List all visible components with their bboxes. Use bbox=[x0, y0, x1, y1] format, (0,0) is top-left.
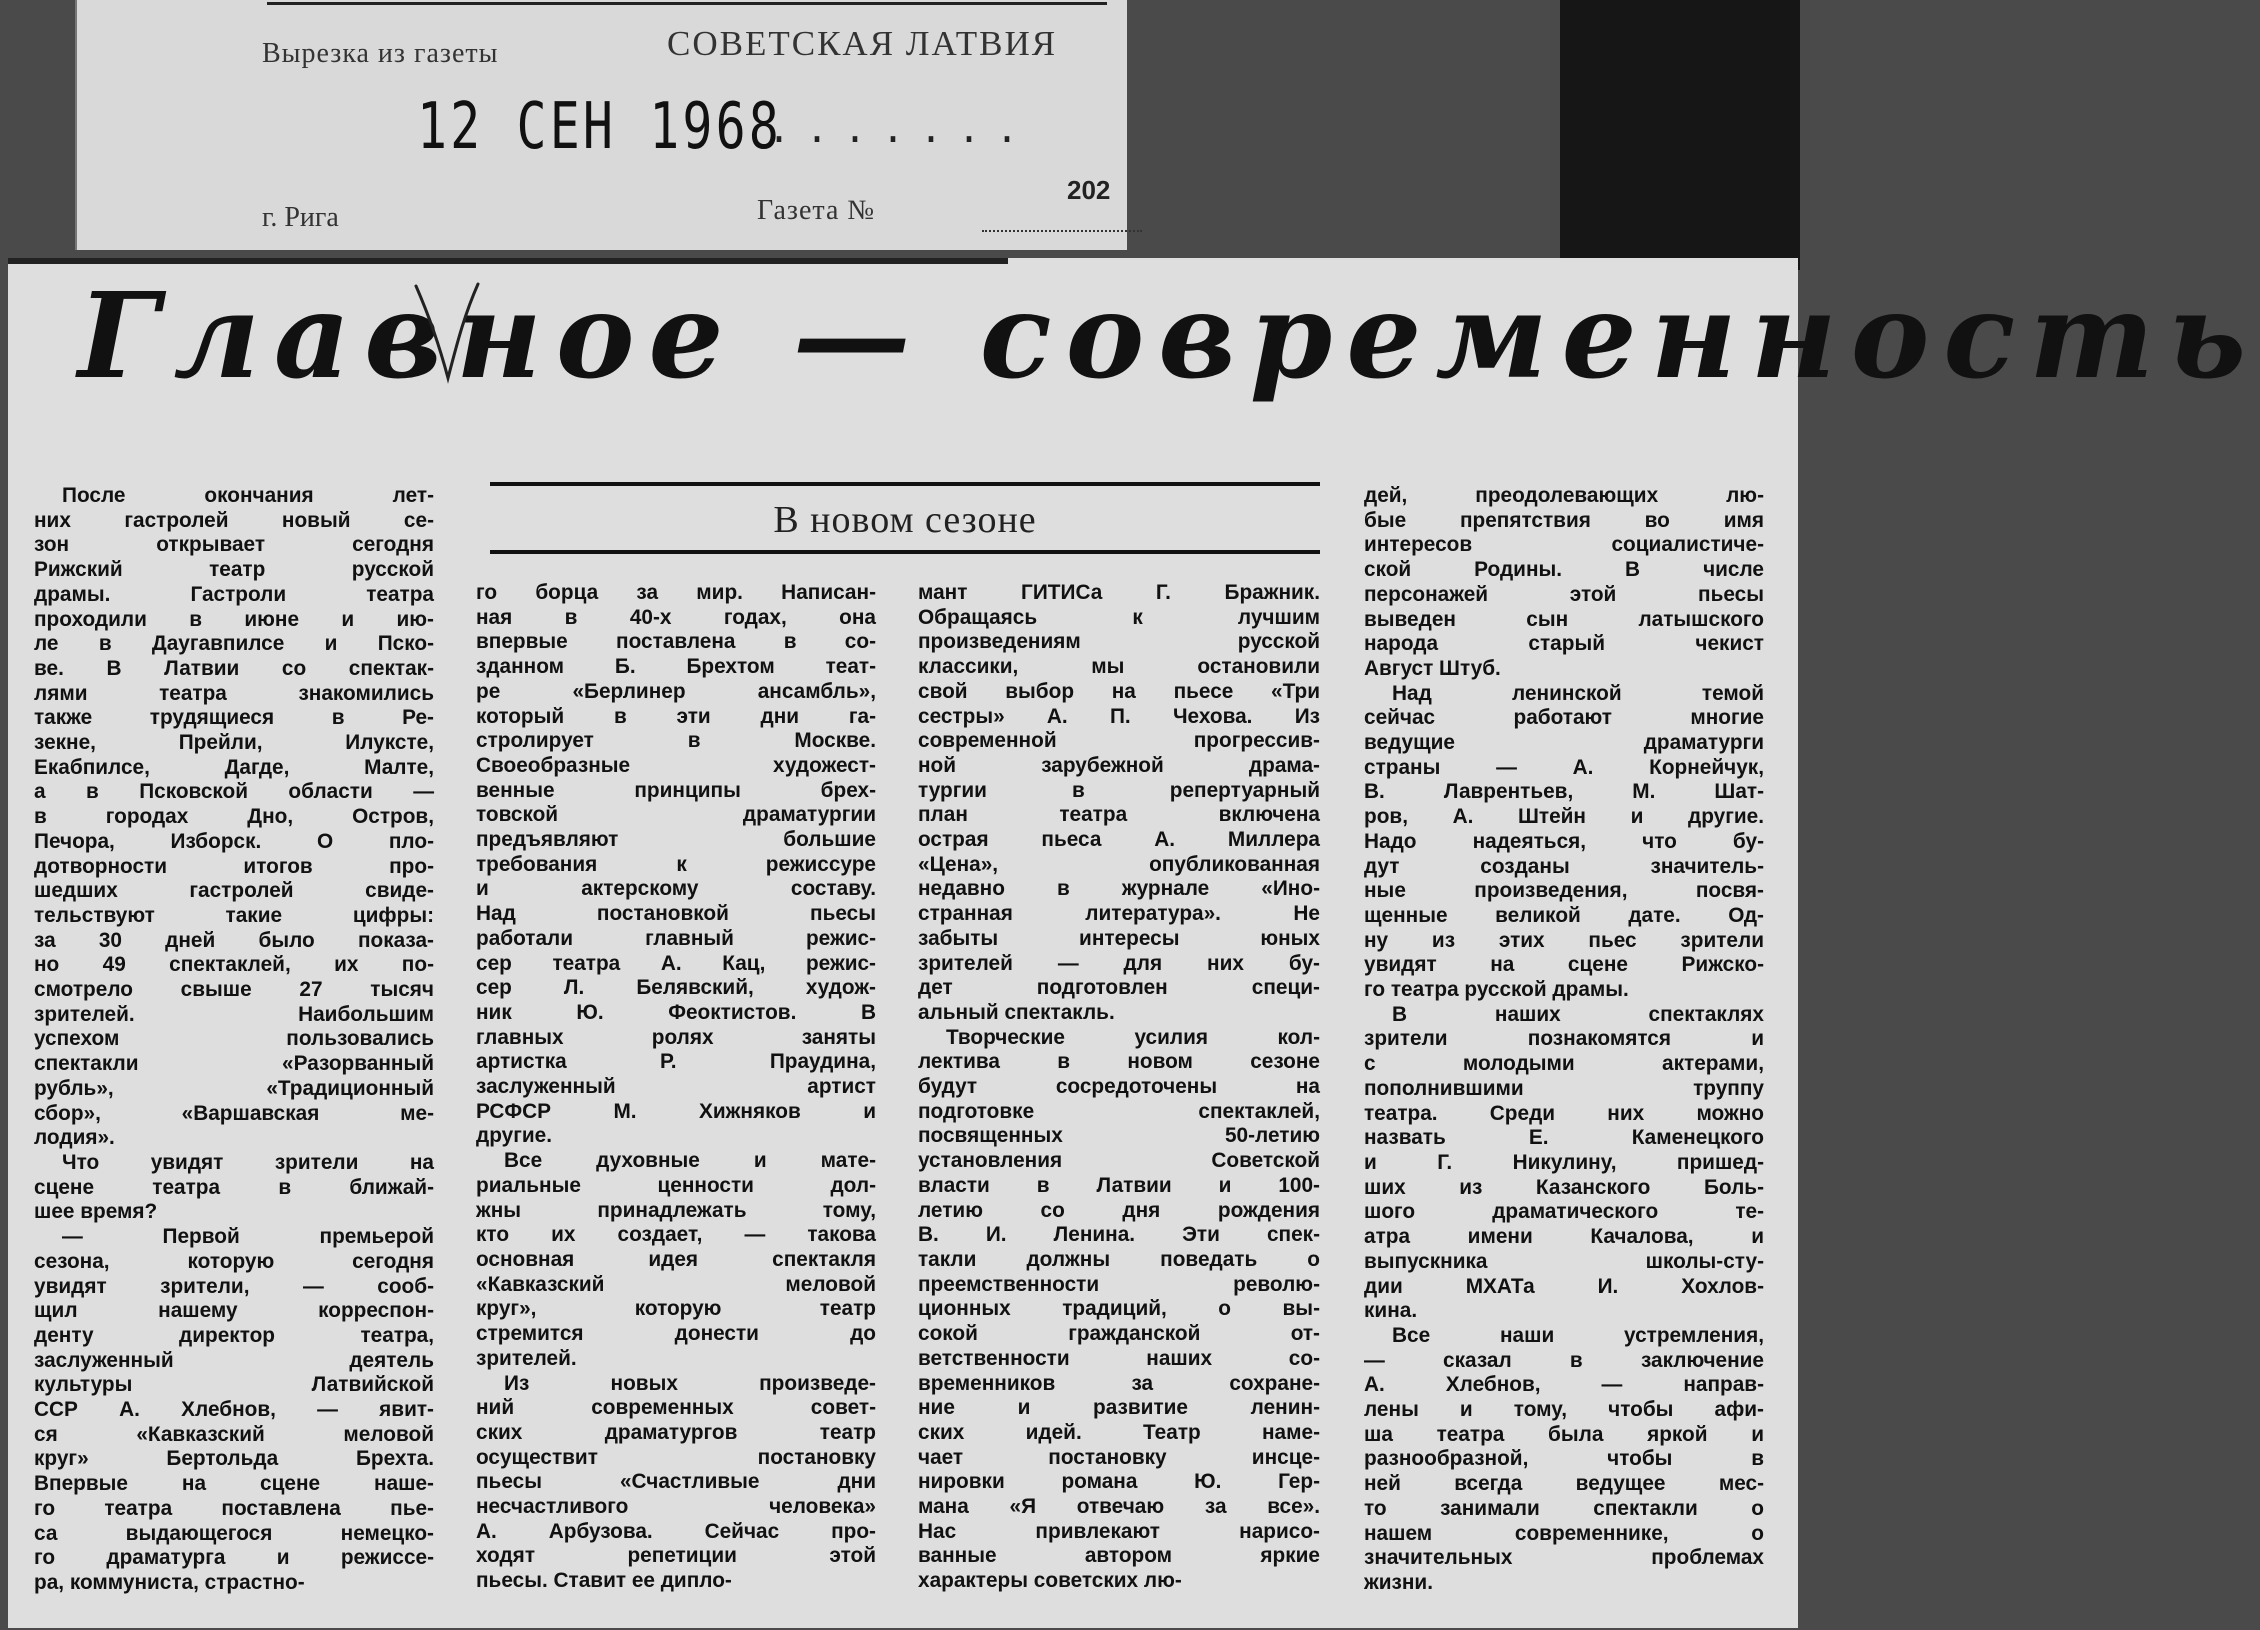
label-date-dots: ....... bbox=[767, 110, 1034, 155]
article-line: ша театра была яркой и bbox=[1364, 1422, 1764, 1446]
article-line: осуществит постановку bbox=[476, 1445, 876, 1469]
article-line: установления Советской bbox=[918, 1149, 1320, 1173]
article-line: основная идея спектакля bbox=[476, 1247, 876, 1271]
article-line: кто их создает, — такова bbox=[476, 1223, 876, 1247]
label-cut-from: Вырезка из газеты bbox=[262, 38, 499, 69]
article-line: выпускника школы-сту- bbox=[1364, 1249, 1764, 1273]
article-column-4 bbox=[1364, 484, 1764, 1596]
article-line: ле в Даугавпилсе и Пско- bbox=[34, 632, 434, 656]
article-line: Обращаясь к лучшим bbox=[918, 605, 1320, 629]
article-line: лями театра знакомились bbox=[34, 681, 434, 705]
article-line: предъявляют большие bbox=[476, 828, 876, 852]
article-line: нировки романа Ю. Гер- bbox=[918, 1470, 1320, 1494]
label-newspaper-name: СОВЕТСКАЯ ЛАТВИЯ bbox=[667, 24, 1058, 63]
article-line: Рижский театр русской bbox=[34, 558, 434, 582]
article-line: острая пьеса А. Миллера bbox=[918, 828, 1320, 852]
article-line: сокой гражданской от- bbox=[918, 1322, 1320, 1346]
label-date-stamp: 12 СЕН 1968 bbox=[417, 90, 782, 164]
article-line: народа старый чекист bbox=[1364, 632, 1764, 656]
article-line: — сказал в заключение bbox=[1364, 1348, 1764, 1372]
article-line: заслуженный деятель bbox=[34, 1348, 434, 1372]
article-line: артистка Р. Праудина, bbox=[476, 1050, 876, 1074]
article-line: будут сосредоточены на bbox=[918, 1075, 1320, 1099]
article-line: впервые поставлена в со- bbox=[476, 630, 876, 654]
handwritten-check-mark bbox=[408, 278, 488, 388]
article-line: зрителей — для них бу- bbox=[918, 951, 1320, 975]
article-line: шее время? bbox=[34, 1200, 158, 1224]
article-line: Своеобразные художест- bbox=[476, 753, 876, 777]
article-line: то занимали спектакли о bbox=[1364, 1496, 1764, 1520]
article-line: го драматурга и режиссе- bbox=[34, 1546, 434, 1570]
article-line: странная литература». Не bbox=[918, 902, 1320, 926]
article-line: са выдающегося немецко- bbox=[34, 1521, 434, 1545]
article-line: А. Арбузова. Сейчас про- bbox=[476, 1519, 876, 1543]
article-line: ся «Кавказский меловой bbox=[34, 1422, 434, 1446]
article-line: страны — А. Корнейчук, bbox=[1364, 755, 1764, 779]
article-line: преемственности револю- bbox=[918, 1272, 1320, 1296]
article-line: который в эти дни га- bbox=[476, 704, 876, 728]
article-line: произведениям русской bbox=[918, 630, 1320, 654]
article-line: лодия». bbox=[34, 1126, 115, 1150]
article-line: ской Родины. В числе bbox=[1364, 558, 1764, 582]
article-line: ведущие драматурги bbox=[1364, 731, 1764, 755]
article-line: ванные автором яркие bbox=[918, 1544, 1320, 1568]
article-line: А. Хлебнов, — направ- bbox=[1364, 1373, 1764, 1397]
article-column-1 bbox=[34, 484, 434, 1596]
article-line: сбор», «Варшавская ме- bbox=[34, 1101, 434, 1125]
article-line: ной зарубежной драма- bbox=[918, 753, 1320, 777]
article-line: требования к режиссуре bbox=[476, 852, 876, 876]
article-line: Надо надеяться, что бу- bbox=[1364, 829, 1764, 853]
article-line: — Первой премьерой bbox=[62, 1225, 434, 1249]
article-line: разнообразной, чтобы в bbox=[1364, 1447, 1764, 1471]
article-line: увидят на сцене Рижско- bbox=[1364, 953, 1764, 977]
article-line: атра имени Качалова, и bbox=[1364, 1225, 1764, 1249]
article-line: нашем современнике, о bbox=[1364, 1521, 1764, 1545]
article-line: дей, преодолевающих лю- bbox=[1364, 484, 1764, 507]
article-line: кина. bbox=[1364, 1299, 1418, 1323]
article-line: Над ленинской темой bbox=[1392, 681, 1764, 705]
article-line: ших из Казанского Боль- bbox=[1364, 1175, 1764, 1199]
article-line: тельствуют такие цифры: bbox=[34, 903, 434, 927]
article-line: а в Псковской области — bbox=[34, 780, 434, 804]
article-line: ве. В Латвии со спектак- bbox=[34, 656, 434, 680]
article-line: «Кавказский меловой bbox=[476, 1272, 876, 1296]
article-line: культуры Латвийской bbox=[34, 1373, 434, 1397]
article-line: недавно в журнале «Ино- bbox=[918, 877, 1320, 901]
article-line: сцене театра в ближай- bbox=[34, 1175, 434, 1199]
article-line: Все наши устремления, bbox=[1392, 1323, 1764, 1347]
article-line: с молодыми актерами, bbox=[1364, 1052, 1764, 1076]
article-line: риальные ценности дол- bbox=[476, 1173, 876, 1197]
clipping-top-edge bbox=[8, 258, 1008, 264]
article-line: ная в 40-х годах, она bbox=[476, 605, 876, 629]
article-line: стремится донести до bbox=[476, 1322, 876, 1346]
article-line: дут созданы значитель- bbox=[1364, 854, 1764, 878]
article-line: драмы. Гастроли театра bbox=[34, 582, 434, 606]
article-line: венные принципы брех- bbox=[476, 778, 876, 802]
article-line: жны принадлежать тому, bbox=[476, 1198, 876, 1222]
article-line: сер театра А. Кац, режис- bbox=[476, 951, 876, 975]
article-line: Печора, Изборск. О пло- bbox=[34, 829, 434, 853]
article-line: го театра русской драмы. bbox=[1364, 978, 1629, 1002]
article-line: сер Л. Белявский, худож- bbox=[476, 976, 876, 1000]
article-line: ских идей. Театр наме- bbox=[918, 1420, 1320, 1444]
article-line: шого драматического те- bbox=[1364, 1200, 1764, 1224]
background-dark-corner bbox=[1560, 0, 1800, 270]
article-line: Впервые на сцене наше- bbox=[34, 1472, 434, 1496]
article-headline: Главное — современность bbox=[78, 266, 2260, 405]
label-gazeta-number: 202 bbox=[1067, 175, 1111, 205]
article-line: характеры советских лю- bbox=[918, 1569, 1182, 1593]
article-line: работали главный режис- bbox=[476, 926, 876, 950]
article-line: альный спектакль. bbox=[918, 1000, 1115, 1024]
article-line: щенные великой дате. Од- bbox=[1364, 903, 1764, 927]
article-line: такли должны поведать о bbox=[918, 1247, 1320, 1271]
article-line: мант ГИТИСа Г. Бражник. bbox=[918, 581, 1320, 604]
article-line: ней всегда ведущее мес- bbox=[1364, 1472, 1764, 1496]
article-line: ний современных совет- bbox=[476, 1396, 876, 1420]
article-line: круг» Бертольда Брехта. bbox=[34, 1447, 434, 1471]
article-line: ние и развитие ленин- bbox=[918, 1396, 1320, 1420]
article-line: зрители познакомятся и bbox=[1364, 1027, 1764, 1051]
article-line: план театра включена bbox=[918, 803, 1320, 827]
article-line: мана «Я отвечаю за все». bbox=[918, 1495, 1320, 1519]
article-line: лектива в новом сезоне bbox=[918, 1050, 1320, 1074]
article-line: ре «Берлинер ансамбль», bbox=[476, 679, 876, 703]
article-line: дии МХАТа И. Хохлов- bbox=[1364, 1274, 1764, 1298]
article-line: В. И. Ленина. Эти спек- bbox=[918, 1223, 1320, 1247]
article-line: значительных проблемах bbox=[1364, 1546, 1764, 1570]
article-line: ров, А. Штейн и другие. bbox=[1364, 805, 1764, 829]
article-line: спектакли «Разорванный bbox=[34, 1052, 434, 1076]
article-line: сейчас работают многие bbox=[1364, 706, 1764, 730]
article-line: ветственности наших со- bbox=[918, 1346, 1320, 1370]
article-line: зрителей. Наибольшим bbox=[34, 1002, 434, 1026]
article-line: выведен сын латышского bbox=[1364, 607, 1764, 631]
article-line: Август Штуб. bbox=[1364, 656, 1501, 680]
article-line: Что увидят зрители на bbox=[62, 1150, 434, 1174]
article-line: но 49 спектаклей, их по- bbox=[34, 953, 434, 977]
article-line: классики, мы остановили bbox=[918, 655, 1320, 679]
article-line: заслуженный артист bbox=[476, 1075, 876, 1099]
article-line: круг», которую театр bbox=[476, 1297, 876, 1321]
article-line: Нас привлекают нарисо- bbox=[918, 1519, 1320, 1543]
article-line: После окончания лет- bbox=[62, 484, 434, 507]
article-line: свой выбор на пьесе «Три bbox=[918, 679, 1320, 703]
article-line: рубль», «Традиционный bbox=[34, 1076, 434, 1100]
article-line: сестры» А. П. Чехова. Из bbox=[918, 704, 1320, 728]
article-line: зекне, Прейли, Илуксте, bbox=[34, 731, 434, 755]
article-line: Все духовные и мате- bbox=[504, 1149, 876, 1173]
article-line: дотворности итогов про- bbox=[34, 854, 434, 878]
article-line: забыты интересы юных bbox=[918, 926, 1320, 950]
article-line: пополнившими труппу bbox=[1364, 1076, 1764, 1100]
article-line: В. Лаврентьев, М. Шат- bbox=[1364, 780, 1764, 804]
article-line: интересов социалистиче- bbox=[1364, 533, 1764, 557]
article-line: товской драматургии bbox=[476, 803, 876, 827]
article-line: персонажей этой пьесы bbox=[1364, 582, 1764, 606]
label-city: г. Рига bbox=[262, 202, 339, 233]
article-line: РСФСР М. Хижняков и bbox=[476, 1099, 876, 1123]
article-line: «Цена», опубликованная bbox=[918, 852, 1320, 876]
article-line: проходили в июне и ию- bbox=[34, 607, 434, 631]
label-number-underline bbox=[982, 228, 1142, 232]
clipping-label-card bbox=[75, 0, 1127, 250]
article-line: зданном Б. Брехтом теат- bbox=[476, 655, 876, 679]
article-line: Из новых произведе- bbox=[504, 1371, 876, 1395]
article-line: несчастливого человека» bbox=[476, 1495, 876, 1519]
article-line: дет подготовлен специ- bbox=[918, 976, 1320, 1000]
article-line: шедших гастролей свиде- bbox=[34, 879, 434, 903]
label-gazeta-number-caption: Газета № bbox=[757, 195, 876, 226]
article-line: чает постановку инсце- bbox=[918, 1445, 1320, 1469]
article-line: за 30 дней было показа- bbox=[34, 928, 434, 952]
article-column-3 bbox=[918, 581, 1320, 1594]
article-line: зрителей. bbox=[476, 1346, 577, 1370]
article-line: ских драматургов театр bbox=[476, 1420, 876, 1444]
article-line: щил нашему корреспон- bbox=[34, 1299, 434, 1323]
label-top-rule bbox=[267, 2, 1107, 5]
article-line: современной прогрессив- bbox=[918, 729, 1320, 753]
article-line: го борца за мир. Написан- bbox=[476, 581, 876, 604]
article-line: них гастролей новый се- bbox=[34, 508, 434, 532]
article-line: подготовке спектаклей, bbox=[918, 1099, 1320, 1123]
article-line: жизни. bbox=[1364, 1570, 1433, 1594]
article-line: в городах Дно, Остров, bbox=[34, 805, 434, 829]
article-line: ССР А. Хлебнов, — явит- bbox=[34, 1398, 434, 1422]
article-line: В наших спектаклях bbox=[1392, 1002, 1764, 1026]
article-line: власти в Латвии и 100- bbox=[918, 1173, 1320, 1197]
article-line: стролирует в Москве. bbox=[476, 729, 876, 753]
article-line: ник Ю. Феоктистов. В bbox=[476, 1000, 876, 1024]
newspaper-clipping bbox=[8, 258, 2260, 1628]
article-line: ходят репетиции этой bbox=[476, 1544, 876, 1568]
article-line: денту директор театра, bbox=[34, 1323, 434, 1347]
article-line: другие. bbox=[476, 1124, 552, 1148]
article-line: бые препятствия во имя bbox=[1364, 508, 1764, 532]
article-line: зон открывает сегодня bbox=[34, 533, 434, 557]
article-line: сезона, которую сегодня bbox=[34, 1249, 434, 1273]
article-line: назвать Е. Каменецкого bbox=[1364, 1126, 1764, 1150]
article-line: смотрело свыше 27 тысяч bbox=[34, 978, 434, 1002]
article-line: временников за сохране- bbox=[918, 1371, 1320, 1395]
article-line: и Г. Никулину, пришед- bbox=[1364, 1150, 1764, 1174]
article-line: успехом пользовались bbox=[34, 1027, 434, 1051]
article-line: го театра поставлена пье- bbox=[34, 1496, 434, 1520]
article-line: также трудящиеся в Ре- bbox=[34, 706, 434, 730]
article-line: посвященных 50-летию bbox=[918, 1124, 1320, 1148]
article-line: лены и тому, чтобы афи- bbox=[1364, 1398, 1764, 1422]
article-line: и актерскому составу. bbox=[476, 877, 876, 901]
article-line: ционных традиций, о вы- bbox=[918, 1297, 1320, 1321]
article-subhead: В новом сезоне bbox=[773, 499, 1037, 541]
article-line: Екабпилсе, Дагде, Малте, bbox=[34, 755, 434, 779]
article-line: ные произведения, посвя- bbox=[1364, 879, 1764, 903]
article-line: летию со дня рождения bbox=[918, 1198, 1320, 1222]
article-line: тургии в репертуарный bbox=[918, 778, 1320, 802]
article-line: Над постановкой пьесы bbox=[476, 902, 876, 926]
article-line: Творческие усилия кол- bbox=[946, 1025, 1320, 1049]
article-line: главных ролях заняты bbox=[476, 1025, 876, 1049]
article-line: пьесы «Счастливые дни bbox=[476, 1470, 876, 1494]
article-line: пьесы. Ставит ее дипло- bbox=[476, 1569, 732, 1593]
article-column-2 bbox=[476, 581, 876, 1594]
article-line: ра, коммуниста, страстно- bbox=[34, 1570, 305, 1594]
article-line: театра. Среди них можно bbox=[1364, 1101, 1764, 1125]
subhead-bottom-rule bbox=[490, 550, 1320, 554]
subhead-top-rule bbox=[490, 482, 1320, 486]
article-line: ну из этих пьес зрители bbox=[1364, 928, 1764, 952]
article-line: увидят зрители, — сооб- bbox=[34, 1274, 434, 1298]
